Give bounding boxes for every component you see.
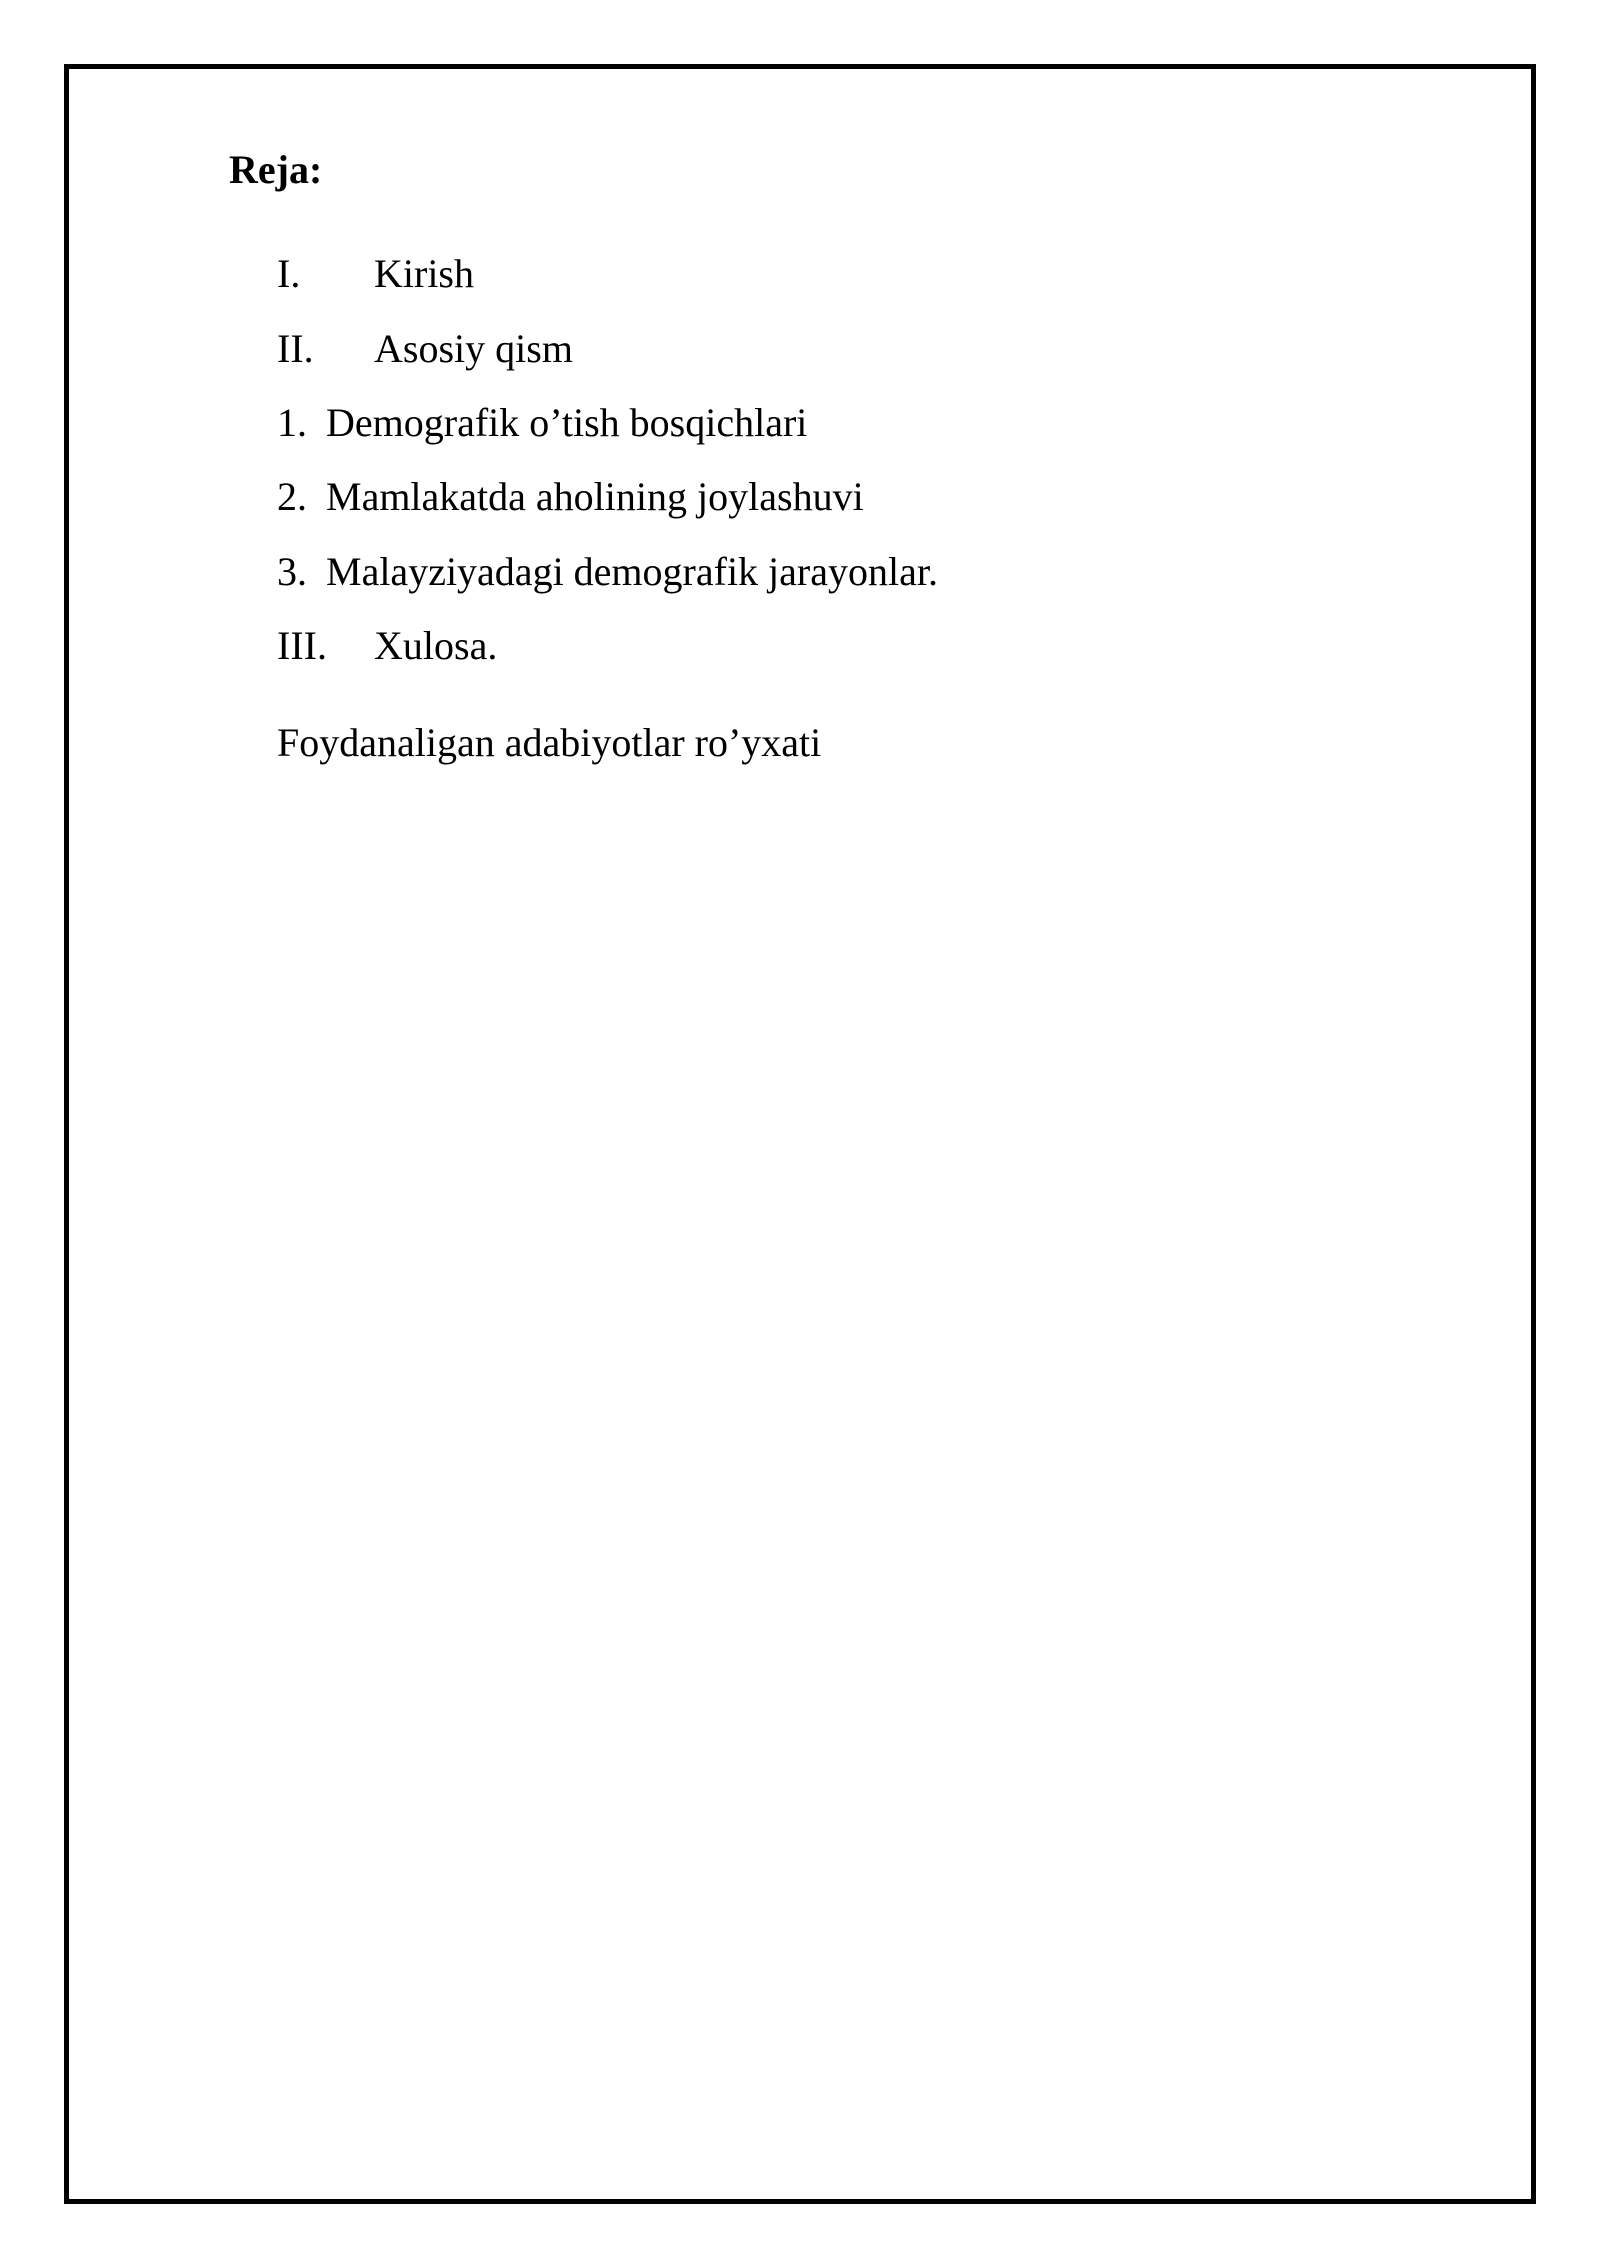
plan-item-text: Kirish <box>374 251 474 296</box>
plan-item-text: Asosiy qism <box>374 326 573 371</box>
plan-heading: Reja: <box>229 147 323 192</box>
plan-item-marker: III. <box>277 623 327 668</box>
plan-item-text: Mamlakatda aholining joylashuvi <box>326 474 864 519</box>
plan-item-marker: 3. <box>277 549 307 594</box>
plan-item-marker: 2. <box>277 474 307 519</box>
plan-item-text: Malayziyadagi demografik jarayonlar. <box>326 549 938 594</box>
page-border <box>64 64 1536 2204</box>
plan-item-marker: 1. <box>277 400 307 445</box>
plan-item-text: Xulosa. <box>374 623 498 668</box>
plan-item-marker: II. <box>277 326 314 371</box>
plan-item-marker: I. <box>277 251 301 296</box>
bibliography-line: Foydanaligan adabiyotlar ro’yxati <box>277 720 822 765</box>
plan-item-text: Demografik o’tish bosqichlari <box>326 400 808 445</box>
